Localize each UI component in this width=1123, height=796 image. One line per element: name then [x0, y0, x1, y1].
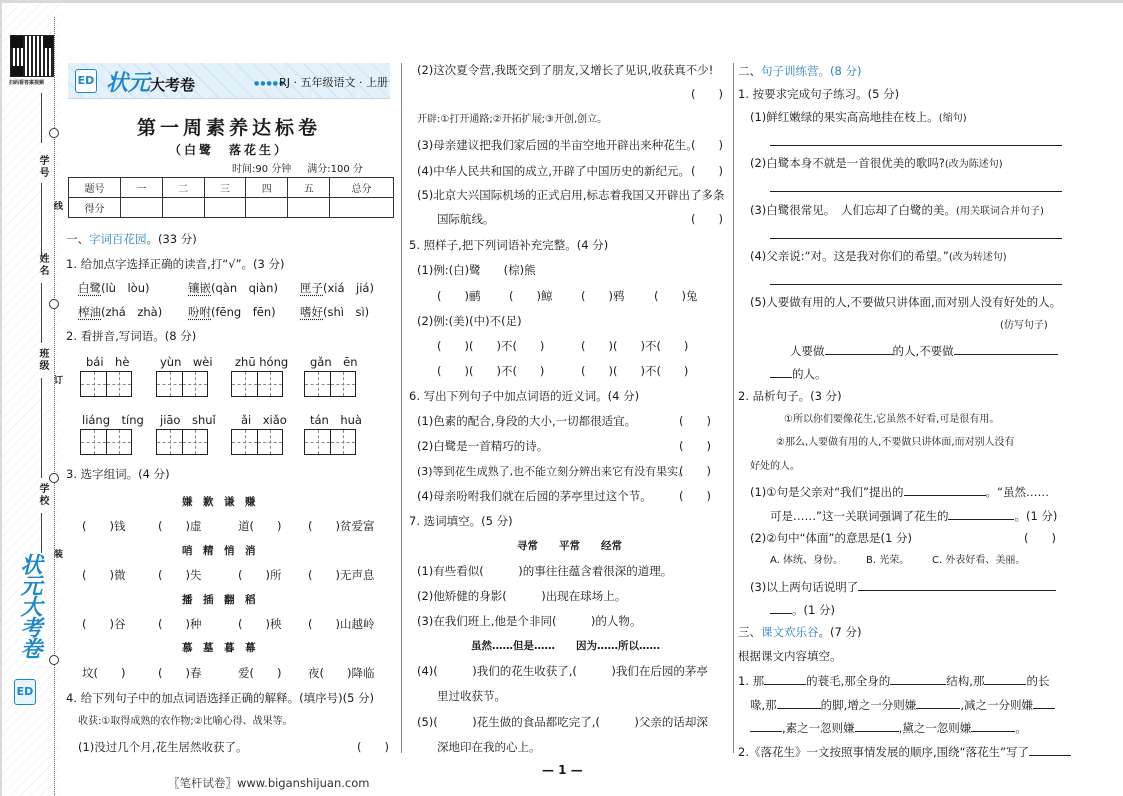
sentence: (4)中华人民共和国的成立,开辟了中国历史的新纪元。 — [417, 164, 690, 178]
answer-line[interactable] — [770, 145, 1062, 146]
q6-title: 6. 写出下列句子中加点词语的近义词。(4 分) — [409, 389, 640, 403]
fill-blank[interactable]: 爱( ) — [238, 666, 282, 680]
name-line — [41, 93, 42, 143]
text: ,减之一分则嫌 — [960, 698, 1033, 712]
cut-word: 订 — [52, 375, 62, 384]
pinyin-label: yùn wèi — [160, 355, 213, 369]
analysis-sentence: ②那么,人要做有用的人,不要做只讲体面,而对别人没有 — [776, 437, 1015, 448]
char-choices: 哨 精 悄 消 — [182, 545, 256, 557]
full-score: 满分:100 分 — [307, 164, 363, 175]
section-3-intro: 根据课文内容填空。 — [738, 649, 842, 663]
sentence: (4)父亲说:“对。这是我对你们的希望。” — [750, 249, 949, 263]
options[interactable]: (lù lòu) — [101, 281, 150, 295]
sentence[interactable]: (3)在我们班上,他是个非同( )的人物。 — [417, 614, 642, 628]
decorative-dots-icon: ●●●●● — [254, 80, 286, 87]
imitation-fill[interactable] — [790, 344, 1058, 358]
text: 的长 — [1026, 674, 1050, 688]
fill-blank[interactable]: ( )山越岭 — [308, 617, 375, 631]
word: 榨油 — [78, 305, 101, 319]
pronunciation-item[interactable] — [188, 283, 278, 295]
blank[interactable] — [858, 580, 1056, 591]
footer-watermark[interactable]: 〖笔杆试卷〗www.biganshijuan.com — [168, 776, 370, 790]
pinyin-label: jiāo shuǐ — [160, 413, 216, 427]
section-points: 。(7 分) — [818, 625, 862, 639]
binding-hole-icon — [49, 128, 59, 138]
fill-blank[interactable]: ( )( )不( ) — [581, 339, 689, 353]
section-name: 句子训练营 — [761, 64, 819, 78]
fill-blank[interactable]: ( )秧 — [238, 617, 282, 631]
analysis-q3[interactable] — [750, 580, 1056, 594]
options[interactable]: (shì sì) — [323, 305, 370, 319]
page-title: 第一周素养达标卷 — [136, 117, 321, 139]
answer-paren[interactable]: ( ) — [1024, 531, 1056, 545]
fill-blank[interactable]: ( )失 — [158, 568, 202, 582]
sentence-task — [750, 251, 1007, 263]
pinyin-label: ǎi xiǎo — [241, 413, 287, 427]
answer-paren[interactable]: ( ) — [679, 414, 711, 428]
fill-blank[interactable]: ( )种 — [158, 617, 202, 631]
text: 的蓑毛,那全身的 — [806, 674, 891, 688]
recall-q2[interactable] — [738, 745, 1071, 759]
column-divider — [733, 63, 734, 753]
tianzi-grid[interactable] — [304, 429, 356, 455]
answer-paren[interactable]: ( ) — [691, 212, 723, 226]
blank[interactable] — [770, 603, 792, 614]
brand-main: 状元 — [106, 71, 151, 96]
sentence: (2)白鹭是一首精巧的诗。 — [417, 439, 549, 453]
char-choices: 播 插 翻 稻 — [182, 594, 256, 606]
word: 白鹭 — [78, 281, 101, 295]
options[interactable]: (zhá zhà) — [101, 305, 163, 319]
score-row-label: 得分 — [69, 198, 121, 218]
sentence: (2)这次夏令营,我既交到了朋友,又增长了见识,收获真不少! — [417, 63, 714, 77]
section-2-title — [738, 66, 861, 78]
s2-q2-title: 2. 品析句子。(3 分) — [738, 389, 842, 403]
score-header: 二 — [162, 178, 204, 198]
definition: 收获:①取得成熟的农作物;②比喻心得、战果等。 — [78, 716, 293, 727]
student-id-line[interactable] — [41, 183, 42, 253]
binding-hole-icon — [49, 473, 59, 483]
text: 2.《落花生》一文按照事情发展的顺序,围绕“落花生”写了 — [738, 745, 1030, 759]
sentence: (3)母亲建议把我们家后园的半亩空地开辟出来种花生。 — [417, 138, 698, 152]
task-hint: (用关联词合并句子) — [956, 206, 1044, 217]
answer-line[interactable] — [770, 284, 1062, 285]
sentence: (1)鲜红嫩绿的果实高高地挂在枝上。 — [750, 110, 939, 124]
text: ,黛之一忽则嫌 — [898, 721, 972, 735]
qr-caption: 扫码看答案视频 — [9, 80, 45, 86]
fill-blank[interactable]: ( )鸦 — [581, 289, 625, 303]
analysis-sentence: 好处的人。 — [750, 461, 800, 472]
text: 结构,那 — [946, 674, 985, 688]
fill-blank[interactable]: ( )微 — [82, 568, 126, 582]
word-choices: 寻常 平常 经常 — [517, 540, 622, 552]
blank[interactable] — [855, 721, 899, 732]
text: 。(1 分) — [792, 603, 835, 617]
fill-blank[interactable]: 夜( )降临 — [308, 666, 375, 680]
sentence-task — [750, 158, 1003, 170]
tianzi-grid[interactable] — [231, 371, 283, 397]
exam-page — [2, 3, 1123, 796]
brand-logo-icon: ED — [14, 679, 36, 705]
q5-title: 5. 照样子,把下列词语补充完整。(4 分) — [409, 238, 609, 252]
imitation-fill-end[interactable] — [770, 367, 827, 381]
column-2 — [409, 3, 733, 793]
blank[interactable] — [777, 698, 821, 709]
sentence: (5)北京大兴国际机场的正式启用,标志着我国又开辟出了多条 — [417, 188, 725, 202]
column-1 — [66, 3, 402, 793]
section-3-title — [738, 627, 861, 639]
char-choices: 嫌 歉 谦 赚 — [182, 496, 256, 508]
name-field-line[interactable] — [41, 283, 42, 343]
binding-hole-icon — [49, 299, 59, 309]
blank[interactable] — [825, 344, 893, 355]
score-header: 五 — [288, 178, 330, 198]
text: (3)以上两句话说明了 — [750, 580, 859, 594]
example: (2)例:(美)(中)不(足) — [417, 314, 522, 328]
fill-blank[interactable]: ( )鹂 — [437, 289, 481, 303]
pronunciation-item[interactable] — [300, 283, 374, 295]
option-a[interactable]: A. 体统、身份。 — [770, 555, 844, 566]
sentence[interactable]: (4)( )我们的花生收获了,( )我们在后园的茅亭 — [417, 664, 708, 678]
word: 嗜好 — [300, 305, 323, 319]
blank[interactable] — [1033, 698, 1055, 709]
label-school: 学校 — [37, 483, 48, 507]
blank[interactable] — [984, 674, 1026, 685]
blank[interactable] — [971, 721, 1015, 732]
score-header: 三 — [204, 178, 246, 198]
example: (1)例:(白)鹭 (棕)熊 — [417, 263, 536, 277]
sentence: (5)人要做有用的人,不要做只讲体面,而对别人没有好处的人。 — [750, 295, 1062, 309]
fill-blank[interactable]: ( )钱 — [82, 519, 126, 533]
tianzi-grid[interactable] — [304, 371, 356, 397]
fill-blank[interactable]: ( )春 — [158, 666, 202, 680]
q7-title: 7. 选词填空。(5 分) — [409, 514, 513, 528]
word: 吩咐 — [188, 305, 211, 319]
fill-blank[interactable]: ( )( )不( ) — [437, 339, 545, 353]
tianzi-grid[interactable] — [156, 429, 208, 455]
pinyin-label: zhū hóng — [235, 355, 289, 369]
answer-paren[interactable]: ( ) — [691, 138, 723, 152]
blank[interactable] — [954, 344, 1058, 355]
section-prefix: 一、 — [66, 232, 89, 246]
sentence: 里过收获节。 — [437, 689, 506, 703]
fill-blank[interactable]: ( )所 — [238, 568, 282, 582]
sentence: (1)色素的配合,身段的大小,一切都很适宜。 — [417, 414, 637, 428]
sentence: (2)白鹭本身不就是一首很优美的歌吗? — [750, 156, 945, 170]
fill-blank[interactable]: ( )兔 — [654, 289, 698, 303]
text: 1. 那 — [738, 674, 765, 688]
column-3 — [738, 3, 1123, 793]
score-header: 总分 — [330, 178, 394, 198]
fill-blank[interactable]: ( )鲸 — [509, 289, 553, 303]
pinyin-label: gǎn ēn — [310, 355, 358, 369]
text: 可是……”这一关联词强调了花生的 — [770, 509, 949, 523]
pronunciation-item[interactable] — [188, 307, 276, 319]
vertical-brand — [8, 553, 48, 713]
binding-hole-icon — [49, 655, 59, 665]
tianzi-grid[interactable] — [156, 371, 208, 397]
recall-line-1[interactable] — [738, 674, 1049, 688]
class-field-line[interactable] — [41, 378, 42, 478]
s2-q1-title: 1. 按要求完成句子练习。(5 分) — [738, 87, 900, 101]
analysis-q1-cont[interactable] — [770, 509, 1057, 523]
tianzi-grid[interactable] — [80, 371, 132, 397]
page-subtitle: （白鹭 落花生） — [168, 143, 289, 157]
sentence-task — [750, 112, 967, 124]
qr-code-icon[interactable] — [10, 35, 54, 77]
blank[interactable] — [764, 674, 806, 685]
fill-text: 的人,不要做 — [892, 344, 954, 358]
char-choices: 慕 墓 暮 幕 — [182, 642, 256, 654]
text: 的脚,增之一分则嫌 — [820, 698, 917, 712]
page-number: — 1 — — [542, 763, 583, 777]
fill-blank[interactable]: ( )( )不( ) — [581, 364, 689, 378]
text: ,素之一忽则嫌 — [782, 721, 855, 735]
label-name: 姓名 — [37, 253, 48, 277]
blank[interactable] — [890, 674, 946, 685]
label-student-id: 学号 — [37, 155, 48, 179]
cut-word: 装 — [52, 549, 62, 558]
answer-paren[interactable]: ( ) — [691, 87, 723, 101]
blank[interactable] — [948, 509, 1014, 520]
task-hint: (仿写句子) — [1000, 320, 1048, 331]
answer-paren[interactable]: ( ) — [691, 164, 723, 178]
cut-word: 线 — [52, 201, 62, 210]
fill-blank[interactable]: ( )( )不( ) — [437, 364, 545, 378]
options[interactable]: (qàn qiàn) — [211, 281, 278, 295]
section-points: 。(33 分) — [146, 232, 197, 246]
sentence[interactable]: (1)有些看似( )的事往往蕴含着很深的道理。 — [417, 564, 673, 578]
sentence: (1)没过几个月,花生居然收获了。 — [78, 740, 248, 754]
sentence: (3)等到花生成熟了,也不能立刻分辨出来它有没有果实。 — [417, 465, 690, 478]
q4-title: 4. 给下列句子中的加点词语选择正确的解释。(填序号)(5 分) — [66, 691, 375, 705]
tianzi-grid[interactable] — [231, 429, 283, 455]
pronunciation-item[interactable] — [300, 307, 369, 319]
text: 。 — [1015, 721, 1027, 735]
brand-sub: 大考卷 — [150, 76, 196, 94]
sentence: 国际航线。 — [437, 212, 495, 226]
sentence: (4)母亲吩咐我们就在后园的茅亭里过这个节。 — [417, 489, 652, 503]
pinyin-label: tán huà — [310, 413, 362, 427]
school-field-line[interactable] — [41, 513, 42, 553]
word: 镶嵌 — [188, 281, 211, 295]
pronunciation-item[interactable] — [78, 307, 162, 319]
sentence: (3)白鹭很常见。 人们忘却了白鹭的美。 — [750, 203, 957, 217]
pinyin-label: liáng tíng — [82, 413, 144, 427]
answer-paren[interactable]: ( ) — [357, 740, 389, 754]
q2-title: 2. 看拼音,写词语。(8 分) — [66, 329, 197, 343]
answer-line[interactable] — [770, 238, 1062, 239]
label-class: 班级 — [37, 348, 48, 372]
column-divider — [401, 63, 402, 753]
word: 匣子 — [300, 281, 323, 295]
binding-strip — [2, 3, 60, 796]
options[interactable]: (xiá jiá) — [323, 281, 374, 295]
task-hint: (改为转述句) — [948, 252, 1007, 263]
blank[interactable] — [916, 698, 960, 709]
sentence-task — [750, 205, 1044, 217]
blank[interactable] — [750, 721, 782, 732]
section-prefix: 二、 — [738, 64, 761, 78]
answer-paren[interactable]: ( ) — [679, 464, 711, 478]
text: 。“虽然…… — [985, 485, 1049, 499]
brand-logo-icon: ED — [75, 69, 97, 93]
tianzi-grid[interactable] — [80, 429, 132, 455]
vertical-brand-text: 状元大考卷 — [17, 553, 42, 658]
analysis-sentence: ①所以你们要像花生,它虽然不好看,可是很有用。 — [784, 414, 1000, 425]
word-choices: 虽然……但是…… 因为……所以…… — [471, 640, 660, 652]
analysis-q2: (2)②句中“体面”的意思是(1 分) — [750, 531, 912, 545]
fill-text: 的人。 — [792, 367, 827, 381]
answer-paren[interactable]: ( ) — [679, 489, 711, 503]
sentence: 深地印在我的心上。 — [437, 740, 541, 754]
section-1-title — [66, 234, 197, 246]
pinyin-label: bái hè — [86, 355, 130, 369]
task-hint: (缩句) — [938, 113, 967, 124]
task-hint: (改为陈述句) — [944, 159, 1003, 170]
q3-title: 3. 选字组词。(4 分) — [66, 467, 170, 481]
section-prefix: 三、 — [738, 625, 761, 639]
options[interactable]: (fēng fēn) — [211, 305, 276, 319]
definition: 开辟:①打开通路;②开拓扩展;③开创,创立。 — [417, 114, 608, 125]
sentence[interactable]: (2)他矫健的身影( )出现在球场上。 — [417, 589, 627, 603]
fill-blank[interactable]: ( )无声息 — [308, 568, 375, 582]
analysis-q1[interactable] — [750, 485, 1049, 499]
text: 喙,那 — [750, 698, 777, 712]
text: 。(1 分) — [1014, 509, 1058, 523]
grade-label: RJ · 五年级语文 · 上册 — [279, 76, 388, 89]
score-header: 题号 — [69, 178, 121, 198]
section-points: 。(8 分) — [818, 64, 862, 78]
option-c[interactable]: C. 外表好看、美丽。 — [932, 555, 1026, 566]
blank[interactable] — [904, 485, 986, 496]
fill-text: 人要做 — [790, 344, 825, 358]
pronunciation-item[interactable] — [78, 283, 149, 295]
score-header: 一 — [121, 178, 163, 198]
blank[interactable] — [770, 367, 792, 378]
recall-line-3[interactable] — [750, 721, 1027, 735]
answer-line[interactable] — [770, 191, 1062, 192]
fill-blank[interactable]: 坟( ) — [82, 666, 126, 680]
section-name: 字词百花园 — [89, 232, 147, 246]
blank[interactable] — [1029, 745, 1071, 756]
time-limit: 时间:90 分钟 — [232, 164, 292, 175]
fill-blank[interactable]: ( )贫爱富 — [308, 519, 375, 533]
analysis-q3-end[interactable] — [770, 603, 835, 617]
score-header: 四 — [246, 178, 288, 198]
q1-title: 1. 给加点字选择正确的读音,打“√”。(3 分) — [66, 257, 285, 271]
option-b[interactable]: B. 光荣。 — [866, 555, 910, 566]
fill-blank[interactable]: ( )虚 — [158, 519, 202, 533]
sentence[interactable]: (5)( )花生做的食品都吃完了,( )父亲的话却深 — [417, 715, 708, 729]
recall-line-2[interactable] — [750, 698, 1055, 712]
text: (1)①句是父亲对“我们”提出的 — [750, 485, 904, 499]
fill-blank[interactable]: ( )谷 — [82, 617, 126, 631]
fill-blank[interactable]: 道( ) — [238, 519, 282, 533]
answer-paren[interactable]: ( ) — [679, 439, 711, 453]
section-name: 课文欢乐谷 — [761, 625, 819, 639]
